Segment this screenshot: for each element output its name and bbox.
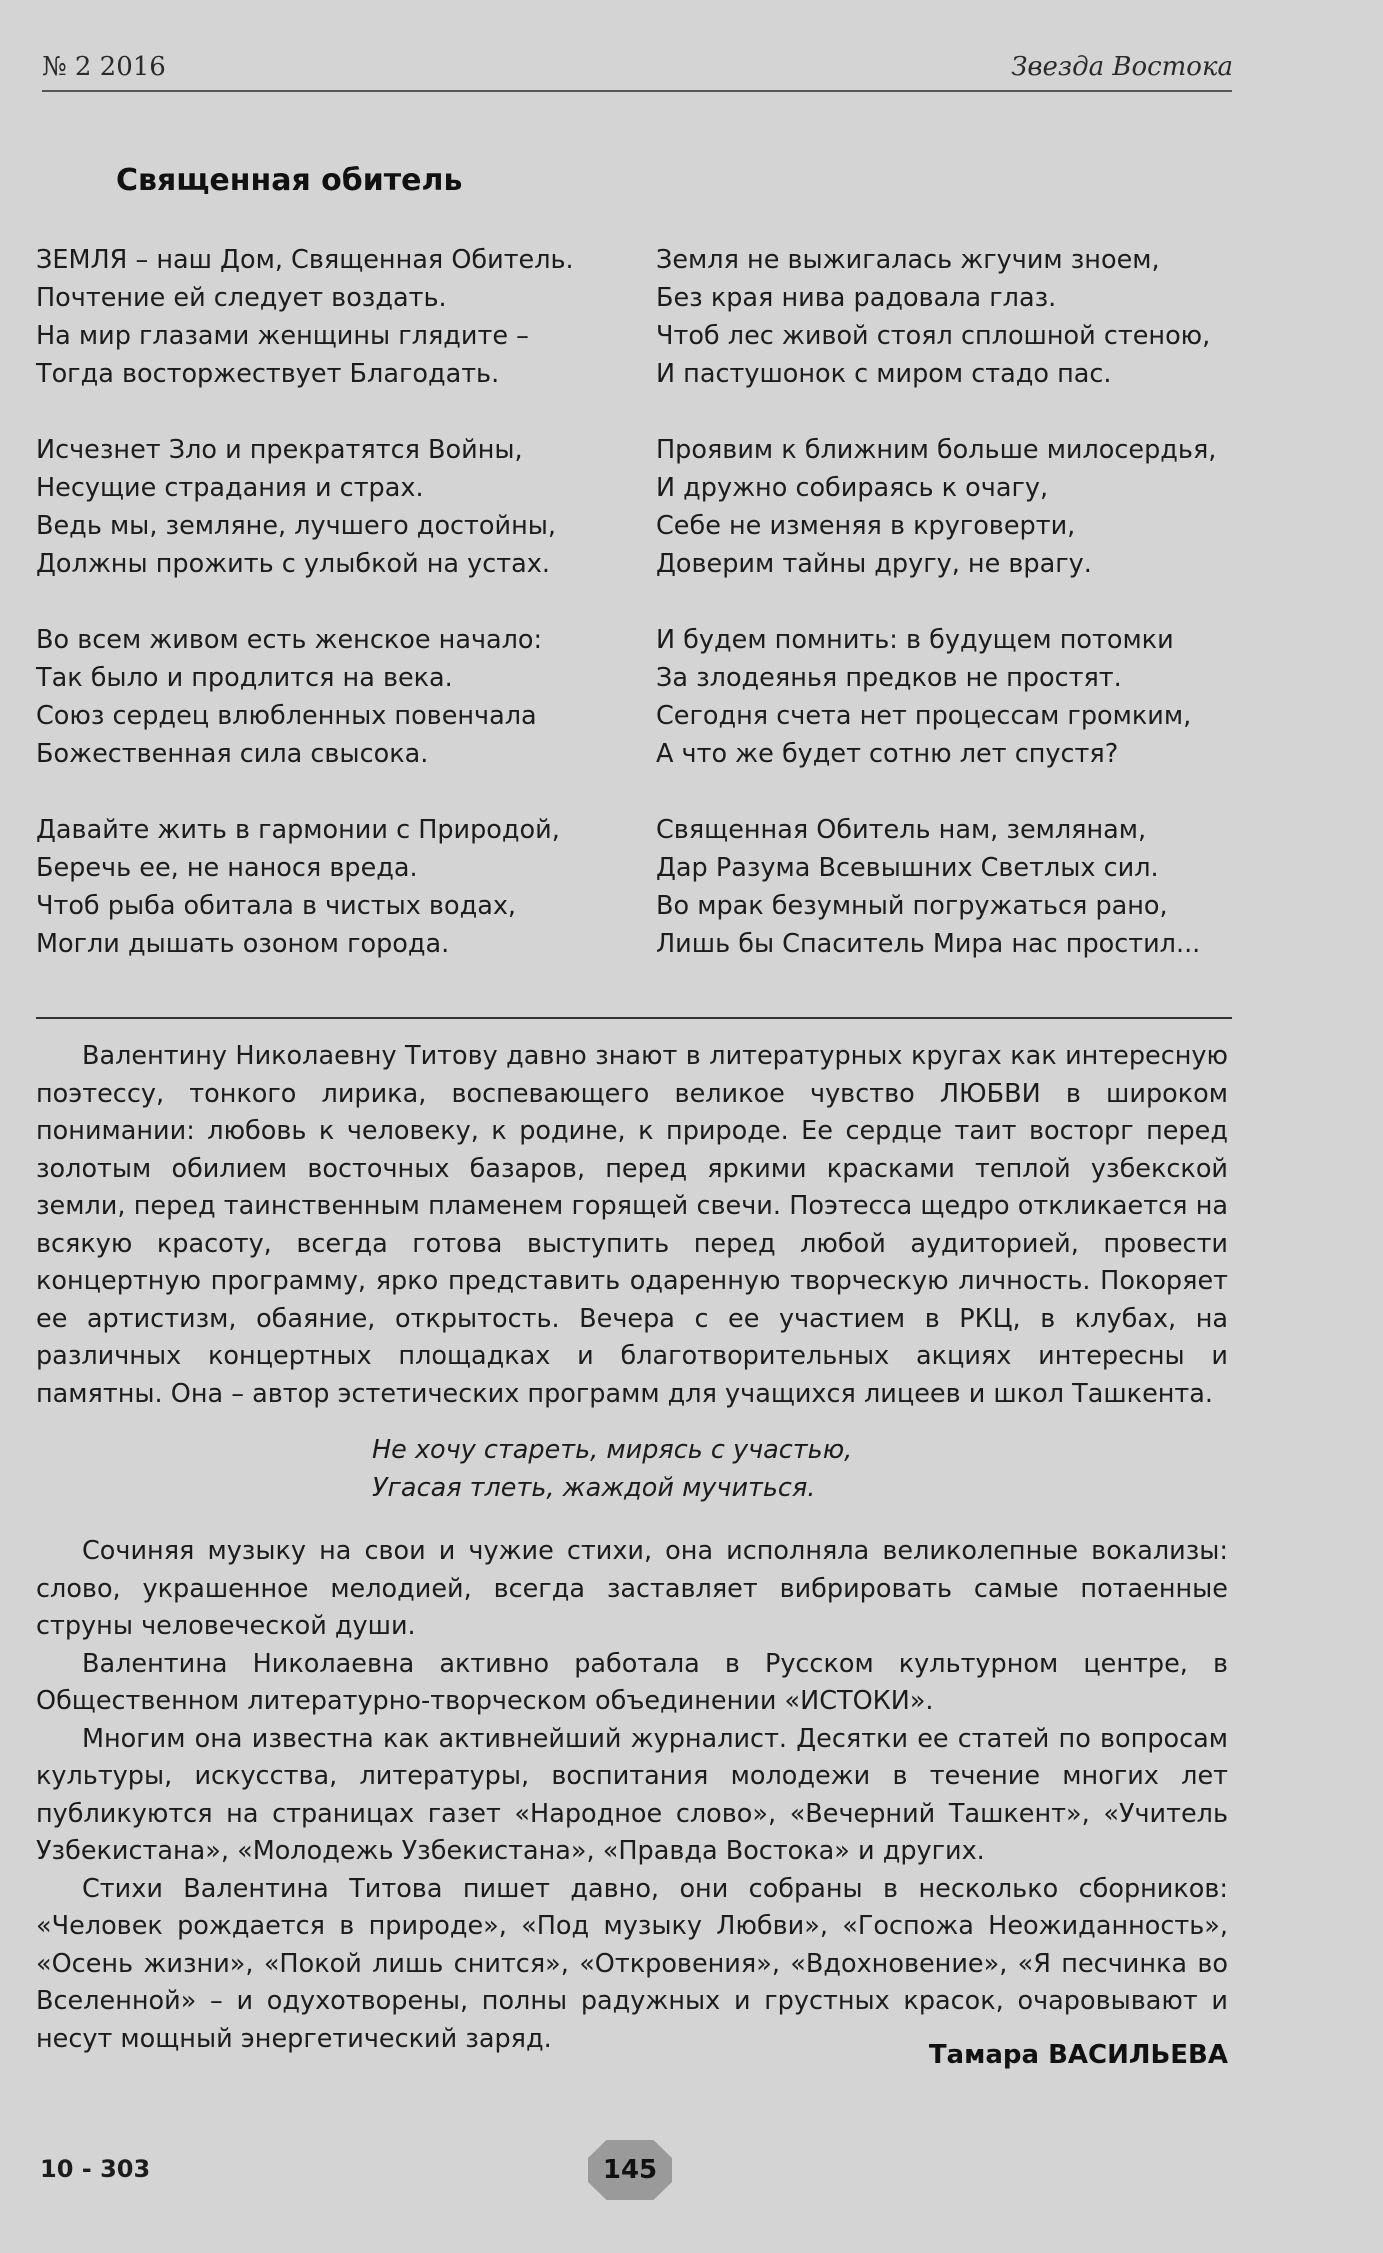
page-number: 145 xyxy=(602,2155,658,2185)
poem-line: Ведь мы, земляне, лучшего достойны, xyxy=(36,511,556,541)
stanza xyxy=(656,621,1216,773)
poem-line: Себе не изменяя в круговерти, xyxy=(656,511,1076,541)
poem-line: Без края нива радовала глаз. xyxy=(656,283,1057,313)
poem-line: Несущие страдания и страх. xyxy=(36,473,424,503)
poem-line: Чтоб лес живой стоял сплошной стеною, xyxy=(656,321,1211,351)
paragraph: Сочиняя музыку на свои и чужие стихи, она исполняла великолепные вокализы: слово, украшенное мелодией, всегда заставляет вибрировать самые потаенные струны человеческой души. xyxy=(36,1536,1228,1641)
stanza xyxy=(36,431,574,583)
poem-line: Почтение ей следует воздать. xyxy=(36,283,447,313)
poem-line: Тогда восторжествует Благодать. xyxy=(36,359,500,389)
poem-right-column xyxy=(656,241,1216,963)
author-signature: Тамара ВАСИЛЬЕВА xyxy=(928,2040,1228,2070)
poem-line: Священная Обитель нам, землянам, xyxy=(656,815,1147,845)
paragraph: Валентину Николаевну Титову давно знают в литературных кругах как интересную поэтессу, тонкого лирика, воспевающего великое чувство ЛЮБВИ в широком понимании: любовь к человеку, к родине, к природе. Ее сердце таит восторг перед золотым обилием восточных базаров, перед яркими красками теплой узбекской земли, перед таинственным пламенем горящей свечи. Поэтесса щедро откликается на всякую красоту, всегда готова выступить перед любой аудиторией, провести концертную программу, ярко представить одаренную творческую личность. Покоряет ее артистизм, обаяние, открытость. Вечера с ее участием в РКЦ, в клубах, на различных концертных площадках и благотворительных акциях интересны и памятны. Она – автор эстетических программ для учащихся лицеев и школ Ташкента. xyxy=(36,1041,1228,1409)
stanza xyxy=(656,811,1216,963)
quote-line: Угасая тлеть, жаждой мучиться. xyxy=(372,1473,816,1503)
section-divider xyxy=(36,1017,1232,1019)
poem-line: И пастушонок с миром стадо пас. xyxy=(656,359,1112,389)
poem-line: ЗЕМЛЯ – наш Дом, Священная Обитель. xyxy=(36,245,574,275)
article-body xyxy=(36,1533,1228,2058)
stanza xyxy=(36,621,574,773)
paragraph: Многим она известна как активнейший журналист. Десятки ее статей по вопросам культуры, искусства, литературы, воспитания молодежи в течение многих лет публикуются на страницах газет «Народное слово», «Вечерний Ташкент», «Учитель Узбекистана», «Молодежь Узбекистана», «Правда Востока» и других. xyxy=(36,1723,1228,1866)
poem-line: Исчезнет Зло и прекратятся Войны, xyxy=(36,435,523,465)
page-number-badge xyxy=(588,2140,672,2200)
poem-line: Лишь бы Спаситель Мира нас простил... xyxy=(656,929,1201,959)
quote-line: Не хочу стареть, мирясь с участью, xyxy=(372,1435,853,1465)
stanza xyxy=(36,811,574,963)
poem-line: Дар Разума Всевышних Светлых сил. xyxy=(656,853,1159,883)
poem-title: Священная обитель xyxy=(116,163,463,198)
poem-line: Сегодня счета нет процессам громким, xyxy=(656,701,1192,731)
poem-line: Чтоб рыба обитала в чистых водах, xyxy=(36,891,517,921)
stanza xyxy=(656,241,1216,393)
poem-line: И будем помнить: в будущем потомки xyxy=(656,625,1174,655)
article-intro xyxy=(36,1038,1228,1413)
header-rule xyxy=(42,90,1232,92)
print-code: 10 - 303 xyxy=(40,2155,151,2183)
poem-line: И дружно собираясь к очагу, xyxy=(656,473,1049,503)
poem-line: Проявим к ближним больше милосердья, xyxy=(656,435,1217,465)
stanza xyxy=(656,431,1216,583)
poem-line: Божественная сила свысока. xyxy=(36,739,429,769)
poem-left-column xyxy=(36,241,574,963)
poem-line: Во мрак безумный погружаться рано, xyxy=(656,891,1168,921)
poem-line: Доверим тайны другу, не врагу. xyxy=(656,549,1092,579)
poem-line: За злодеянья предков не простят. xyxy=(656,663,1122,693)
poem-line: А что же будет сотню лет спустя? xyxy=(656,739,1119,769)
poem-line: Земля не выжигалась жгучим зноем, xyxy=(656,245,1160,275)
paragraph: Стихи Валентина Титова пишет давно, они собраны в несколько сборников: «Человек рождается в природе», «Под музыку Любви», «Госпожа Неожиданность», «Осень жизни», «Покой лишь снится», «Откровения», «Вдохновение», «Я песчинка во Вселенной» – и одухотворены, полны радужных и грустных красок, очаровывают и несут мощный энергетический заряд. xyxy=(36,1873,1228,2054)
poem-line: На мир глазами женщины глядите – xyxy=(36,321,529,351)
issue-number: № 2 2016 xyxy=(42,52,166,82)
poem-line: Беречь ее, не нанося вреда. xyxy=(36,853,418,883)
magazine-title: Звезда Востока xyxy=(1011,52,1233,82)
poem-line: Давайте жить в гармонии с Природой, xyxy=(36,815,560,845)
poem-quote xyxy=(372,1431,852,1507)
poem-line: Во всем живом есть женское начало: xyxy=(36,625,543,655)
poem-line: Могли дышать озоном города. xyxy=(36,929,450,959)
paragraph: Валентина Николаевна активно работала в Русском культурном центре, в Общественном литературно-творческом объединении «ИСТОКИ». xyxy=(36,1648,1228,1716)
poem-line: Должны прожить с улыбкой на устах. xyxy=(36,549,550,579)
poem-line: Союз сердец влюбленных повенчала xyxy=(36,701,537,731)
stanza xyxy=(36,241,574,393)
poem-line: Так было и продлится на века. xyxy=(36,663,453,693)
